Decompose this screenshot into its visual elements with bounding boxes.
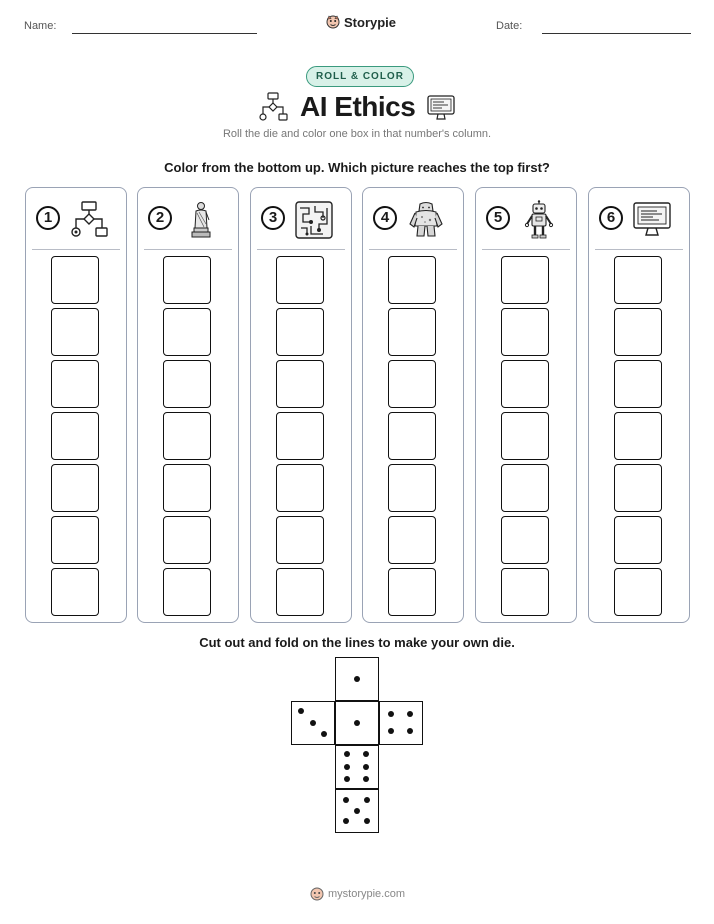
color-box[interactable] [614, 568, 662, 616]
color-box[interactable] [501, 464, 549, 512]
die-pip [354, 808, 360, 814]
die-pip [344, 751, 350, 757]
color-box[interactable] [614, 412, 662, 460]
die-pip [343, 818, 349, 824]
die-pip [407, 728, 413, 734]
die-face-6 [335, 745, 379, 789]
die-pip [354, 720, 360, 726]
color-box[interactable] [388, 412, 436, 460]
die-face-3 [291, 701, 335, 745]
column-divider [257, 249, 345, 250]
column-divider [595, 249, 683, 250]
color-box[interactable] [501, 568, 549, 616]
color-box[interactable] [388, 516, 436, 564]
column-number: 2 [148, 206, 172, 230]
die-pip [364, 818, 370, 824]
statue-icon [180, 200, 222, 240]
color-box[interactable] [51, 256, 99, 304]
die-face-1 [335, 657, 379, 701]
roll-color-badge: ROLL & COLOR [306, 66, 414, 87]
die-pip [310, 720, 316, 726]
column-3 [250, 187, 352, 623]
color-box[interactable] [501, 360, 549, 408]
die-pip [321, 731, 327, 737]
name-line[interactable] [72, 33, 257, 34]
column-2 [137, 187, 239, 623]
computer-monitor-icon [631, 200, 673, 240]
mascot-icon [310, 886, 324, 902]
color-box[interactable] [614, 256, 662, 304]
color-box[interactable] [51, 308, 99, 356]
color-box[interactable] [614, 516, 662, 564]
computer-monitor-icon [426, 94, 456, 122]
color-box[interactable] [276, 256, 324, 304]
die-pip [364, 797, 370, 803]
column-5 [475, 187, 577, 623]
color-box[interactable] [163, 308, 211, 356]
color-box[interactable] [276, 360, 324, 408]
brand-logo [326, 14, 396, 30]
color-box[interactable] [614, 308, 662, 356]
column-number: 3 [261, 206, 285, 230]
color-box[interactable] [276, 412, 324, 460]
color-box[interactable] [51, 412, 99, 460]
date-label: Date: [496, 20, 523, 32]
column-number: 6 [599, 206, 623, 230]
color-box[interactable] [501, 412, 549, 460]
footer-site: mystorypie.com [328, 888, 406, 900]
column-1 [25, 187, 127, 623]
color-box[interactable] [51, 568, 99, 616]
die-pip [344, 776, 350, 782]
color-box[interactable] [163, 464, 211, 512]
golem-icon [405, 200, 447, 240]
column-divider [369, 249, 457, 250]
color-box[interactable] [614, 360, 662, 408]
color-box[interactable] [388, 464, 436, 512]
die-face-5 [335, 789, 379, 833]
die-face-4 [379, 701, 423, 745]
flowchart-icon [258, 92, 288, 122]
color-box[interactable] [163, 256, 211, 304]
color-box[interactable] [276, 308, 324, 356]
die-pip [344, 764, 350, 770]
column-divider [482, 249, 570, 250]
color-box[interactable] [388, 360, 436, 408]
brand-name: Storypie [344, 14, 397, 30]
color-box[interactable] [388, 568, 436, 616]
die-pip [388, 728, 394, 734]
flowchart-icon [68, 200, 110, 240]
die-pip [363, 776, 369, 782]
column-4 [362, 187, 464, 623]
color-box[interactable] [501, 308, 549, 356]
subtitle: Roll the die and color one box in that number's column. [222, 128, 492, 140]
column-number: 5 [486, 206, 510, 230]
column-divider [32, 249, 120, 250]
die-pip [343, 797, 349, 803]
die-pip [298, 708, 304, 714]
die-pip [354, 676, 360, 682]
die-pip [363, 764, 369, 770]
column-divider [144, 249, 232, 250]
color-box[interactable] [163, 412, 211, 460]
die-pip [363, 751, 369, 757]
page-title: AI Ethics [300, 91, 416, 122]
color-box[interactable] [51, 516, 99, 564]
die-pip [388, 711, 394, 717]
color-box[interactable] [614, 464, 662, 512]
robot-icon [518, 200, 560, 240]
color-box[interactable] [501, 516, 549, 564]
color-box[interactable] [163, 516, 211, 564]
color-box[interactable] [51, 360, 99, 408]
footer [310, 886, 405, 902]
column-6 [588, 187, 690, 623]
die-instruction: Cut out and fold on the lines to make your own die. [199, 635, 515, 650]
color-box[interactable] [163, 360, 211, 408]
color-box[interactable] [276, 568, 324, 616]
circuit-maze-icon [293, 200, 335, 240]
color-box[interactable] [388, 308, 436, 356]
die-pip [407, 711, 413, 717]
date-line[interactable] [542, 33, 691, 34]
die-face-1 [335, 701, 379, 745]
color-box[interactable] [501, 256, 549, 304]
name-label: Name: [24, 20, 57, 32]
color-box[interactable] [163, 568, 211, 616]
column-number: 1 [36, 206, 60, 230]
mascot-icon [326, 14, 340, 30]
column-number: 4 [373, 206, 397, 230]
color-box[interactable] [51, 464, 99, 512]
color-box[interactable] [388, 256, 436, 304]
color-box[interactable] [276, 516, 324, 564]
color-box[interactable] [276, 464, 324, 512]
instruction: Color from the bottom up. Which picture reaches the top first? [164, 160, 550, 175]
